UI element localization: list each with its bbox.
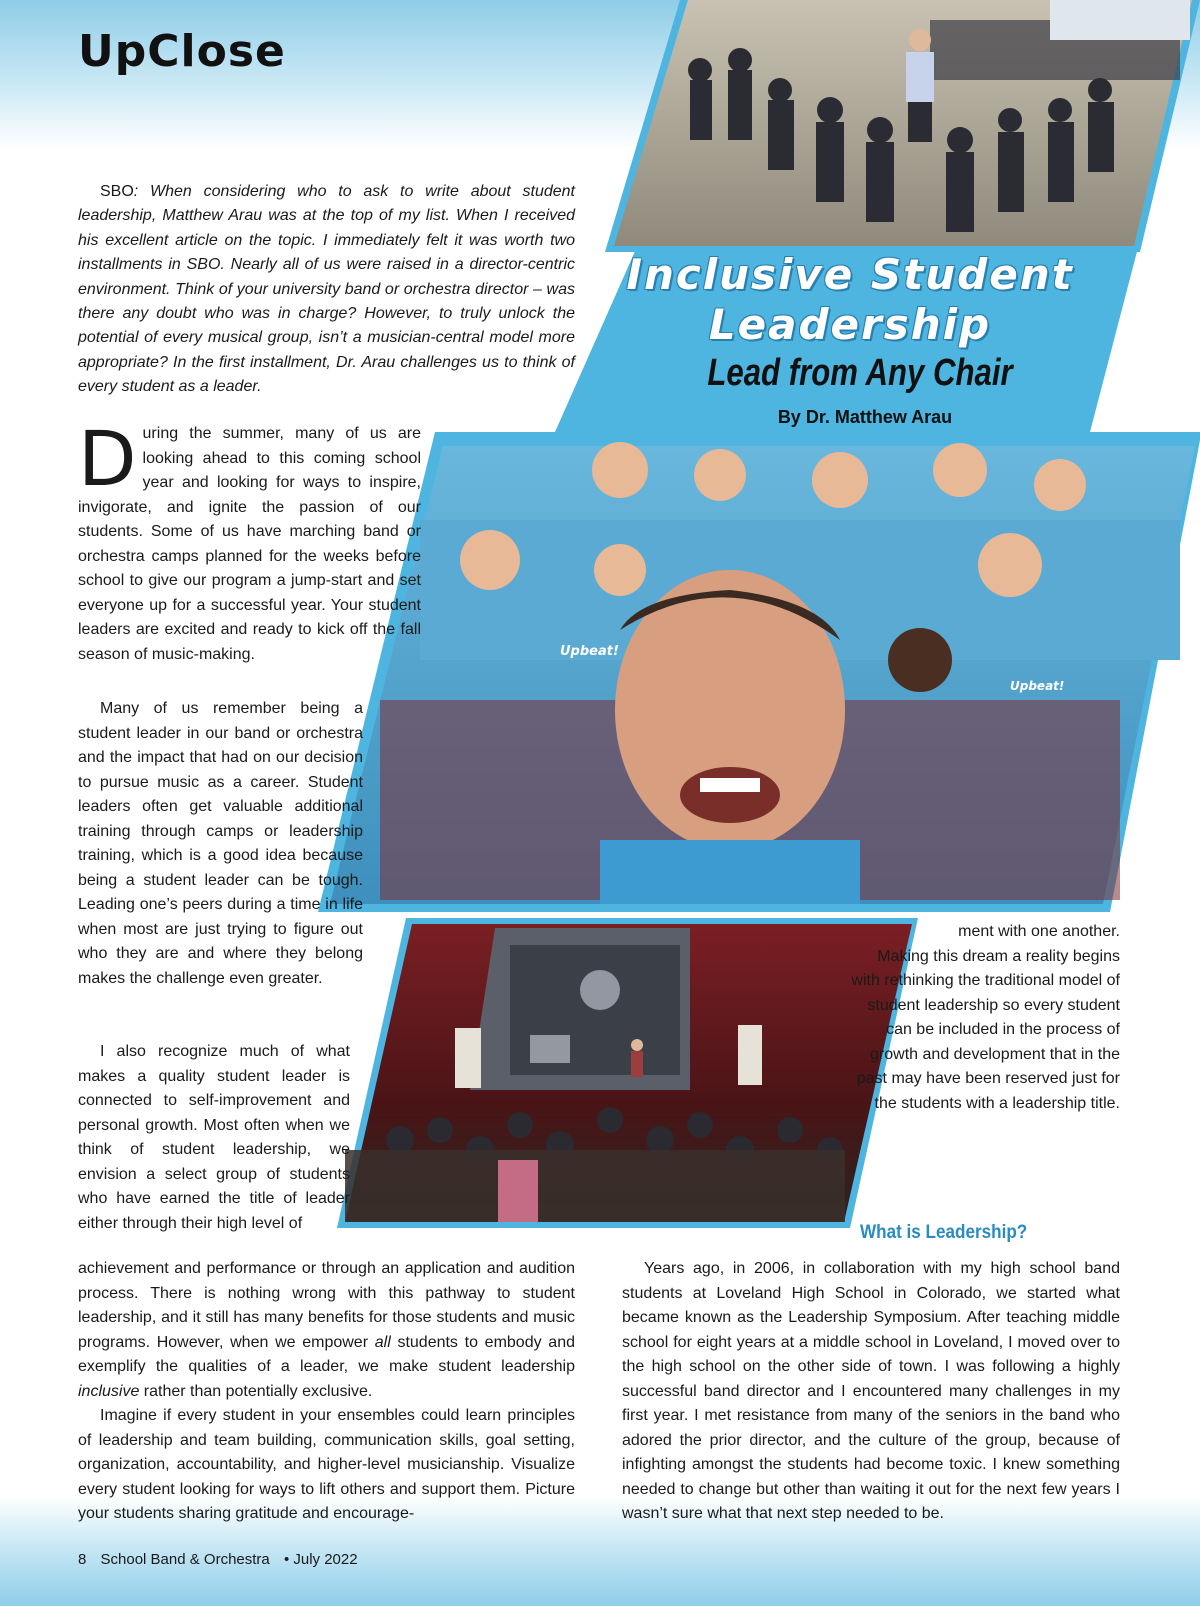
left-column-top <box>78 414 421 667</box>
shirt-logo-2: Upbeat! <box>1010 679 1065 693</box>
left-column-low <box>78 1040 350 1236</box>
right-wrap-paragraph: Making this dream a reality begins with rethinking the traditional model of student leadership so every student can be included in the process of growth and development that in the past may have been reserved just for the students with a leadership title. <box>851 947 1120 1112</box>
paragraph-3-continued <box>78 1257 575 1404</box>
p3-em-inclusive: inclusive <box>78 1382 140 1400</box>
paragraph-1 <box>78 414 421 667</box>
editor-intro <box>78 180 575 400</box>
left-column-bottom <box>78 1257 575 1527</box>
intro-lead: SBO <box>100 183 134 200</box>
paragraph-4: Imagine if every student in your ensembles could learn principles of leadership and team building, communication skills, goal setting, organization, accountability, and higher-level musicianship. Visualize every student looking for ways to lift others and support them. Picture your students sharing gratitude and encourage- <box>78 1407 575 1522</box>
p3-cont-b: students to embody and exemplify the qualities of a leader, we make student leadership <box>78 1333 575 1375</box>
page-footer <box>78 1551 368 1568</box>
shirt-logo-1: Upbeat! <box>560 644 619 659</box>
article-subtitle: Lead from Any Chair <box>707 352 1013 394</box>
section-heading: What is Leadership? <box>860 1222 1028 1243</box>
left-column-mid <box>78 697 363 991</box>
right-wrap-line: ment with one another. <box>958 923 1120 940</box>
issue-date: • July 2022 <box>283 1551 358 1568</box>
paragraph-1-text: uring the summer, many of us are looking ahead to this coming school year and looking for ways to inspire, invigorate, and ignite the passion of our students. Some of us have marching band or orchestra camps planned for the weeks before school to give our program a jump-start and set everyone up for a successful year. Your student leaders are excited and ready to kick off the fall season of music-making. <box>78 425 421 663</box>
page-number: 8 <box>78 1551 87 1568</box>
article-title-line2: Leadership <box>708 300 992 349</box>
section-title: UpClose <box>78 26 286 77</box>
publication-name: School Band & Orchestra <box>100 1551 270 1568</box>
p3-cont-c: rather than potentially exclusive. <box>139 1382 373 1400</box>
article-byline: By Dr. Matthew Arau <box>777 407 953 427</box>
intro-text: : When considering who to ask to write about student leadership, Matthew Arau was at the top of my list. When I received his excellent article on the topic. I immediately felt it was worth two installments in SBO. Nearly all of us were raised in a director-centric environment. Think of your university band or orchestra director – was there any doubt who was in charge? However, to truly unlock the potential of every musical group, isn’t a musician-central model more appropriate? In the first installment, Dr. Arau challenges us to think of every student as a leader. <box>78 183 575 396</box>
section-paragraph: Years ago, in 2006, in collaboration with my high school band students at Loveland High School in Colorado, we started what became known as the Leadership Symposium. After teaching middle school for eight years at a middle school in Loveland, I moved over to the high school on the other side of town. I was following a highly successful band director and I encountered many challenges in my first year. I met resistance from many of the seniors in the band who adored the prior director, and the culture of the group, because of infighting amongst the students had become toxic. I knew something needed to change but other than waiting it out for the next few years I wasn’t sure what that next step needed to be. <box>622 1260 1120 1522</box>
p3-em-all: all <box>374 1333 391 1351</box>
article-title-line1: Inclusive Student <box>626 250 1074 299</box>
paragraph-2: Many of us remember being a student leader in our band or orchestra and the impact that had on our decision to pursue music as a career. Student leaders often get valuable additional training through camps or leadership training, which is a good idea because being a student leader can be tough. Leading one’s peers during a time in life when most are just trying to figure out who they are and where they belong makes the challenge even greater. <box>78 700 363 987</box>
drop-cap: D <box>78 414 137 503</box>
right-wrap-text <box>850 920 1120 1116</box>
paragraph-3: I also recognize much of what makes a quality student leader is connected to self-improvement and personal growth. Most often when we think of student leadership, we envision a select group of students who have earned the title of leader either through their high level of <box>78 1043 350 1232</box>
article-title <box>585 250 1115 350</box>
p3-cont-a: achievement and performance or through an application and audition process. There is nothing wrong with this pathway to student leadership, and it still has many benefits for those students and music programs. However, when we empower <box>78 1260 575 1351</box>
